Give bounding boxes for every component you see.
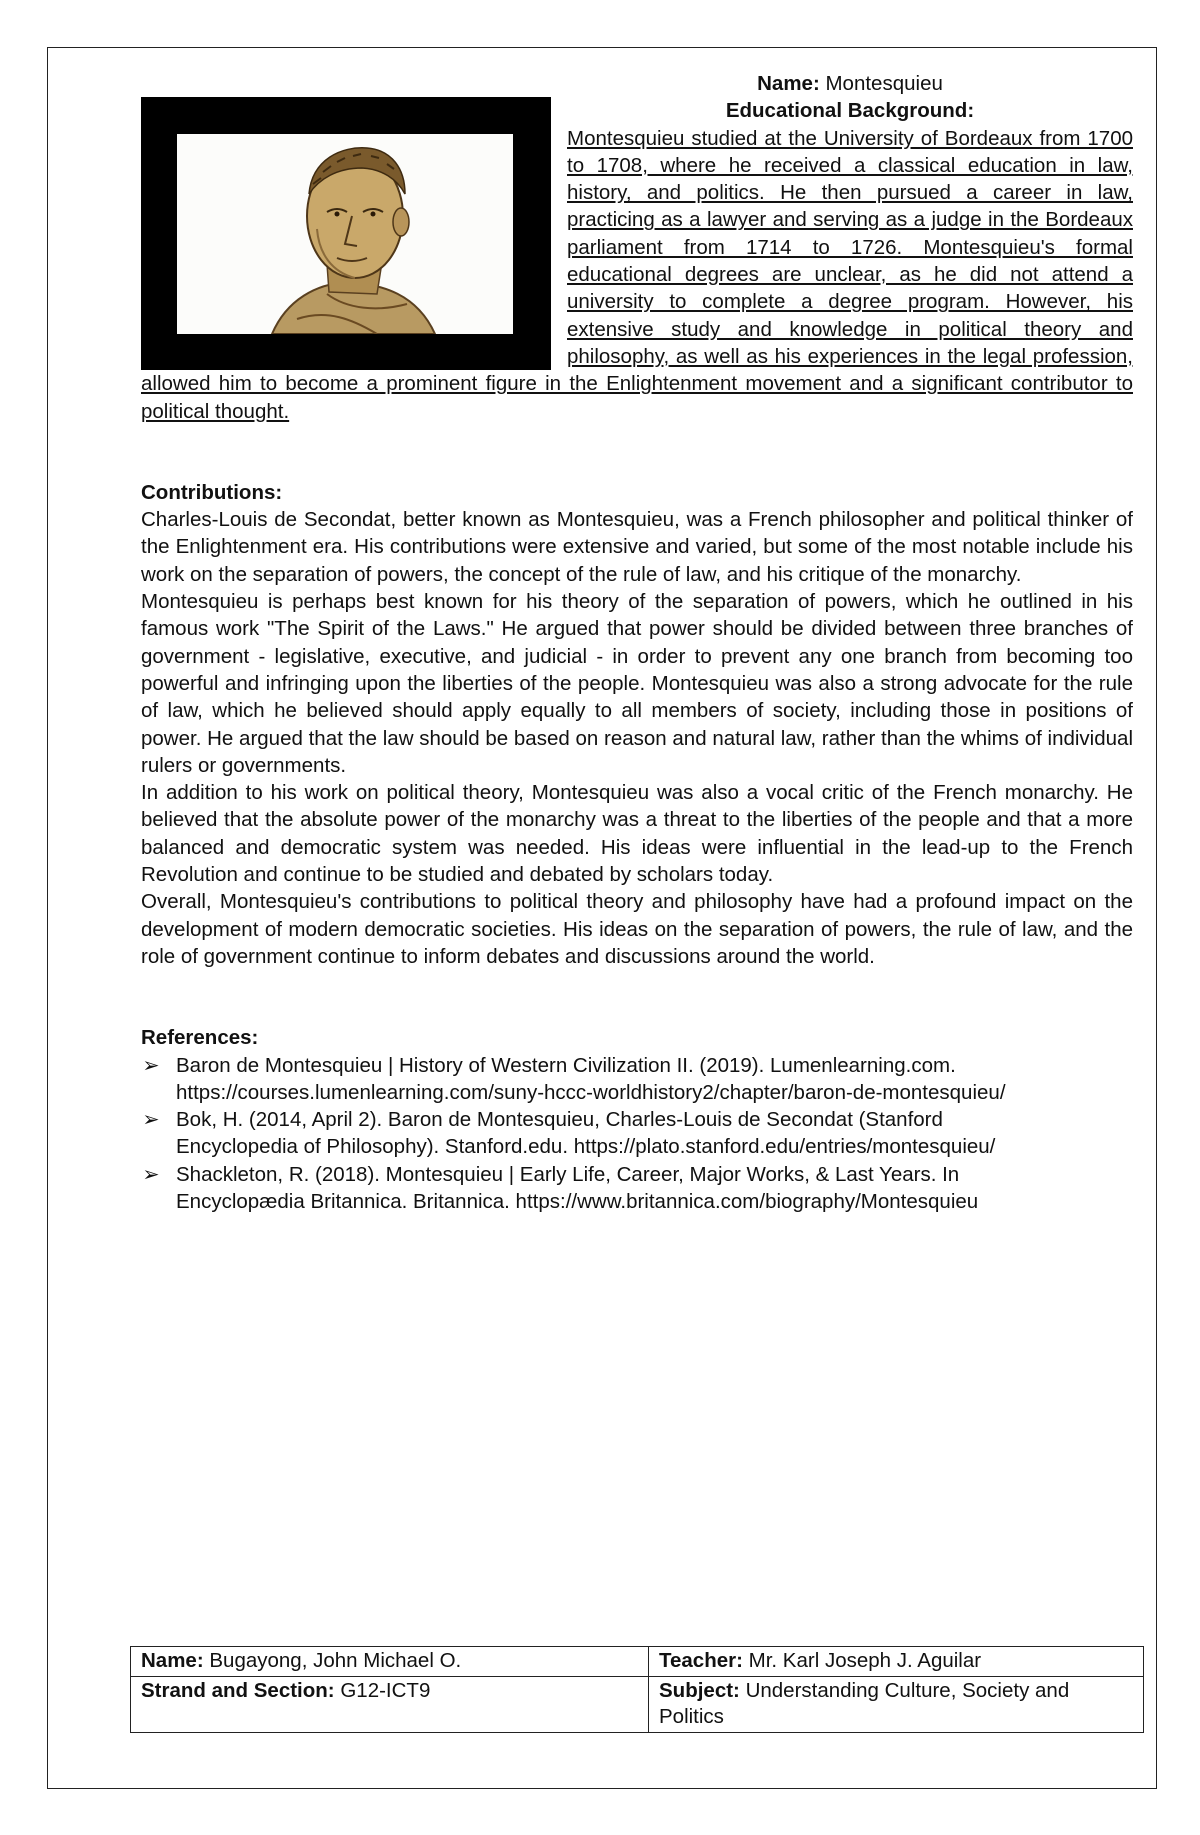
teacher-cell — [649, 1647, 1144, 1677]
document-body — [141, 70, 1133, 1215]
teacher-label: Teacher: — [659, 1649, 743, 1672]
portrait-image — [177, 134, 513, 334]
subject-cell — [649, 1677, 1144, 1733]
montesquieu-portrait-icon — [177, 134, 513, 334]
reference-item — [141, 1052, 1133, 1107]
subject-label: Subject: — [659, 1679, 740, 1702]
table-row — [131, 1647, 1144, 1677]
student-info-table — [130, 1646, 1144, 1733]
education-heading: Educational Background: — [725, 99, 975, 123]
reference-text: Baron de Montesquieu | History of Western Civilization II. (2019). Lumenlearning.com. — [176, 1053, 956, 1077]
references-heading: References: — [141, 1026, 259, 1050]
subject-name-label: Name: — [757, 72, 820, 95]
strand-value: G12-ICT9 — [340, 1679, 431, 1702]
contributions-paragraph: Montesquieu is perhaps best known for his theory of the separation of powers, which he outlined in his famous work "The Spirit of the Laws." He argued that power should be divided between three branches of government - legislative, executive, and judicial - in order to prevent any one branch from becoming too powerful and infringing upon the liberties of the people. Montesquieu was also a strong advocate for the rule of law, which he believed should apply equally to all members of society, including those in positions of power. He argued that the law should be based on reason and natural law, rather than the whims of individual rulers or governments. — [141, 590, 1133, 777]
subject-name-value: Montesquieu — [825, 72, 943, 95]
strand-label: Strand and Section: — [141, 1679, 335, 1702]
reference-text: Shackleton, R. (2018). Montesquieu | Early Life, Career, Major Works, & Last Years. In — [176, 1162, 960, 1186]
education-paragraph: Montesquieu studied at the University of Bordeaux from 1700 to 1708, where he received a classical education in law, history, and politics. He then pursued a career in law, practicing as a lawyer and serving as a judge in the Bordeaux parliament from 1714 to 1726. Montesquieu's formal educational degrees are unclear, as he did not attend a university to complete a degree program. However, his extensive study and knowledge in political theory and philosophy, as well as his experiences in the legal profession, allowed him to become a prominent figure in the Enlightenment movement and a significant contributor to political thought. — [141, 126, 1133, 423]
table-row — [131, 1677, 1144, 1733]
reference-url: Encyclopedia of Philosophy). Stanford.edu. https://plato.stanford.edu/entries/montesquieu/ — [176, 1135, 996, 1159]
subject-name-line — [141, 70, 1133, 97]
arrow-bullet-icon: ➢ — [142, 1162, 160, 1186]
portrait-frame — [141, 97, 551, 370]
reference-url: https://courses.lumenlearning.com/suny-hccc-worldhistory2/chapter/baron-de-montesquieu/ — [176, 1080, 1006, 1104]
student-name-value: Bugayong, John Michael O. — [209, 1649, 462, 1672]
strand-cell — [131, 1677, 649, 1733]
contributions-heading: Contributions: — [141, 480, 283, 504]
subject-value: Understanding Culture, Society and Politics — [659, 1679, 1070, 1728]
spacer — [141, 425, 1133, 479]
spacer — [141, 970, 1133, 1024]
arrow-bullet-icon: ➢ — [142, 1108, 160, 1132]
student-name-cell — [131, 1647, 649, 1677]
reference-url: Encyclopædia Britannica. Britannica. https://www.britannica.com/biography/Montesquieu — [176, 1189, 979, 1213]
arrow-bullet-icon: ➢ — [142, 1053, 160, 1077]
teacher-value: Mr. Karl Joseph J. Aguilar — [748, 1649, 982, 1672]
reference-item — [141, 1106, 1133, 1161]
references-list — [141, 1052, 1133, 1216]
reference-text: Bok, H. (2014, April 2). Baron de Montesquieu, Charles-Louis de Secondat (Stanford — [176, 1108, 943, 1132]
contributions-paragraph: In addition to his work on political theory, Montesquieu was also a vocal critic of the French monarchy. He believed that the absolute power of the monarchy was a threat to the liberties of the people and that a more balanced and democratic system was needed. His ideas were influential in the lead-up to the French Revolution and continue to be studied and debated by scholars today. — [141, 781, 1133, 887]
reference-item — [141, 1161, 1133, 1216]
student-name-label: Name: — [141, 1649, 204, 1672]
contributions-paragraph: Overall, Montesquieu's contributions to political theory and philosophy have had a profound impact on the development of modern democratic societies. His ideas on the separation of powers, the rule of law, and the role of government continue to inform debates and discussions around the world. — [141, 890, 1133, 968]
contributions-paragraph: Charles-Louis de Secondat, better known as Montesquieu, was a French philosopher and political thinker of the Enlightenment era. His contributions were extensive and varied, but some of the most notable include his work on the separation of powers, the concept of the rule of law, and his critique of the monarchy. — [141, 508, 1133, 586]
